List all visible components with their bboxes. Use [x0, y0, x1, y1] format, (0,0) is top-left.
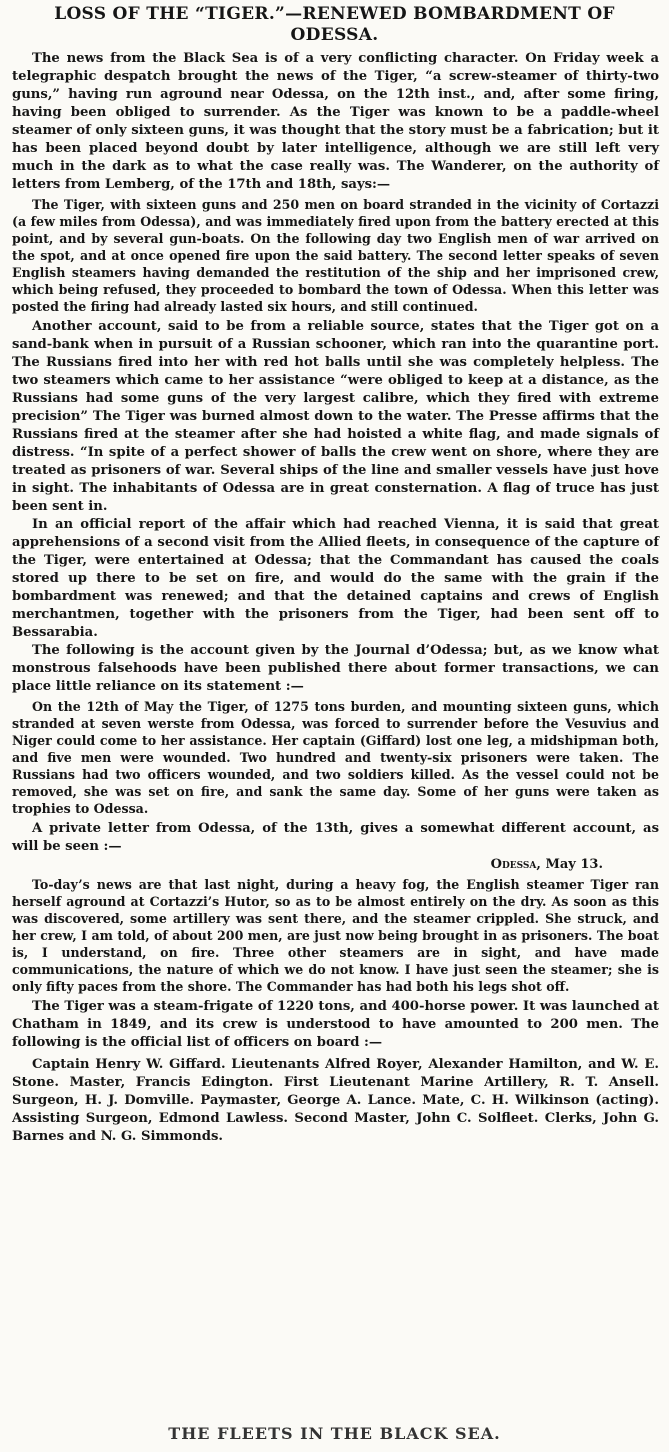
quote-wanderer-text: The Tiger, with sixteen guns and 250 men on board stranded in the vicinity of Cortazzi (a few miles from Odessa), and was immediately fired upon from the battery erected at this point, and by several gun-boats. On the following day two English men of war arrived on the spot, and at once opened fire upon the said battery. The second letter speaks of seven English steamers having demanded the restitution of the ship and her imprisoned crew, which being refused, they proceeded to bombard the town of Odessa. When this letter was posted the firing had already lasted six hours, and still continued.	[12, 197, 659, 314]
dateline-place: Odessa,	[490, 857, 541, 872]
paragraph-intro: The news from the Black Sea is of a very conflicting character. On Friday week a telegraphic despatch brought the news of the Tiger, “a screw-steamer of thirty-two guns,” having run aground near Odessa, on the 12th inst., and, after some firing, having been obliged to surrender. As the Tiger was known to be a paddle-wheel steamer of only sixteen guns, it was thought that the story must be a fabrication; but it has been placed beyond doubt by later intelligence, although we are still left very much in the dark as to what the case really was. The Wanderer, on the authority of letters from Lemberg, of the 17th and 18th, says:—	[12, 51, 659, 192]
next-article-headline-cut	[0, 1424, 669, 1443]
paragraph-officer-list: Captain Henry W. Giffard. Lieutenants Alfred Royer, Alexander Hamilton, and W. E. Stone. Master, Francis Edington. First Lieutenant Marine Artillery, R. T. Ansell. Surgeon, H. J. Domville. Paymaster, George A. Lance. Mate, C. H. Wilkinson (acting). Assisting Surgeon, Edmond Lawless. Second Master, John C. Solfleet. Clerks, John G. Barnes and N. G. Simmonds.	[12, 1057, 659, 1144]
quote-journal-odessa	[12, 698, 659, 817]
quote-wanderer	[12, 196, 659, 315]
paragraph-journal-intro: The following is the account given by the Journal d’Odessa; but, as we know what monstrous falsehoods have been published there about former transactions, we can place little reliance on its statement :—	[12, 643, 659, 694]
paragraph-another-account: Another account, said to be from a reliable source, states that the Tiger got on a sand-bank when in pursuit of a Russian schooner, which ran into the quarantine port. The Russians fired into her with red hot balls until she was completely helpless. The two steamers which came to her assistance “were obliged to keep at a distance, as the Russians had some guns of the very largest calibre, which they fired with extreme precision” The Tiger was burned almost down to the water. The Presse affirms that the Russians fired at the steamer after she had hoisted a white flag, and made signals of distress. “In spite of a perfect shower of balls the crew went on shore, where they are treated as prisoners of war. Several ships of the line and smaller vessels have just hove in sight. The inhabitants of Odessa are in great consternation. A flag of truce has just been sent in.	[12, 319, 659, 514]
article-body	[0, 46, 669, 1146]
paragraph-official-report: In an official report of the affair which had reached Vienna, it is said that great apprehensions of a second visit from the Allied fleets, in consequence of the capture of the Tiger, were entertained at Odessa; that the Commandant has caused the coals stored up there to be set on fire, and would do the same with the grain if the bombardment was renewed; and that the detained captains and crews of English merchantmen, together with the prisoners from the Tiger, had been sent off to Bessarabia.	[12, 517, 659, 640]
dateline-date: May 13.	[545, 857, 603, 872]
letter-dateline	[12, 856, 659, 874]
article-headline: LOSS OF THE “TIGER.”—RENEWED BOMBARDMENT OF ODESSA.	[54, 4, 615, 45]
next-headline-text: THE FLEETS IN THE BLACK SEA.	[168, 1424, 501, 1443]
quote-private-letter-text: To-day’s news are that last night, during a heavy fog, the English steamer Tiger ran herself aground at Cortazzi’s Hutor, so as to be almost entirely on the dry. As soon as this was discovered, some artillery was sent there, and the steamer crippled. She struck, and her crew, I am told, of about 200 men, are just now being brought in as prisoners. The boat is, I understand, on fire. Three other steamers are in sight, and have made communications, the nature of which we do not know. I have just seen the steamer; she is only fifty paces from the shore. The Commander has had both his legs shot off.	[12, 877, 659, 994]
paragraph-ship-details: The Tiger was a steam-frigate of 1220 tons, and 400-horse power. It was launched at Chatham in 1849, and its crew is understood to have amounted to 200 men. The following is the official list of officers on board :—	[12, 999, 659, 1050]
quote-private-letter	[12, 876, 659, 995]
paragraph-private-letter: A private letter from Odessa, of the 13th, gives a somewhat different account, as will be seen :—	[12, 821, 659, 854]
quote-journal-odessa-text: On the 12th of May the Tiger, of 1275 tons burden, and mounting sixteen guns, which stranded at seven werste from Odessa, was forced to surrender before the Vesuvius and Niger could come to her assistance. Her captain (Giffard) lost one leg, a midshipman both, and five men were wounded. Two hundred and twenty-six prisoners were taken. The Russians had two officers wounded, and two soldiers killed. As the vessel could not be removed, she was set on fire, and sank the same day. Some of her guns were taken as trophies to Odessa.	[12, 699, 659, 816]
